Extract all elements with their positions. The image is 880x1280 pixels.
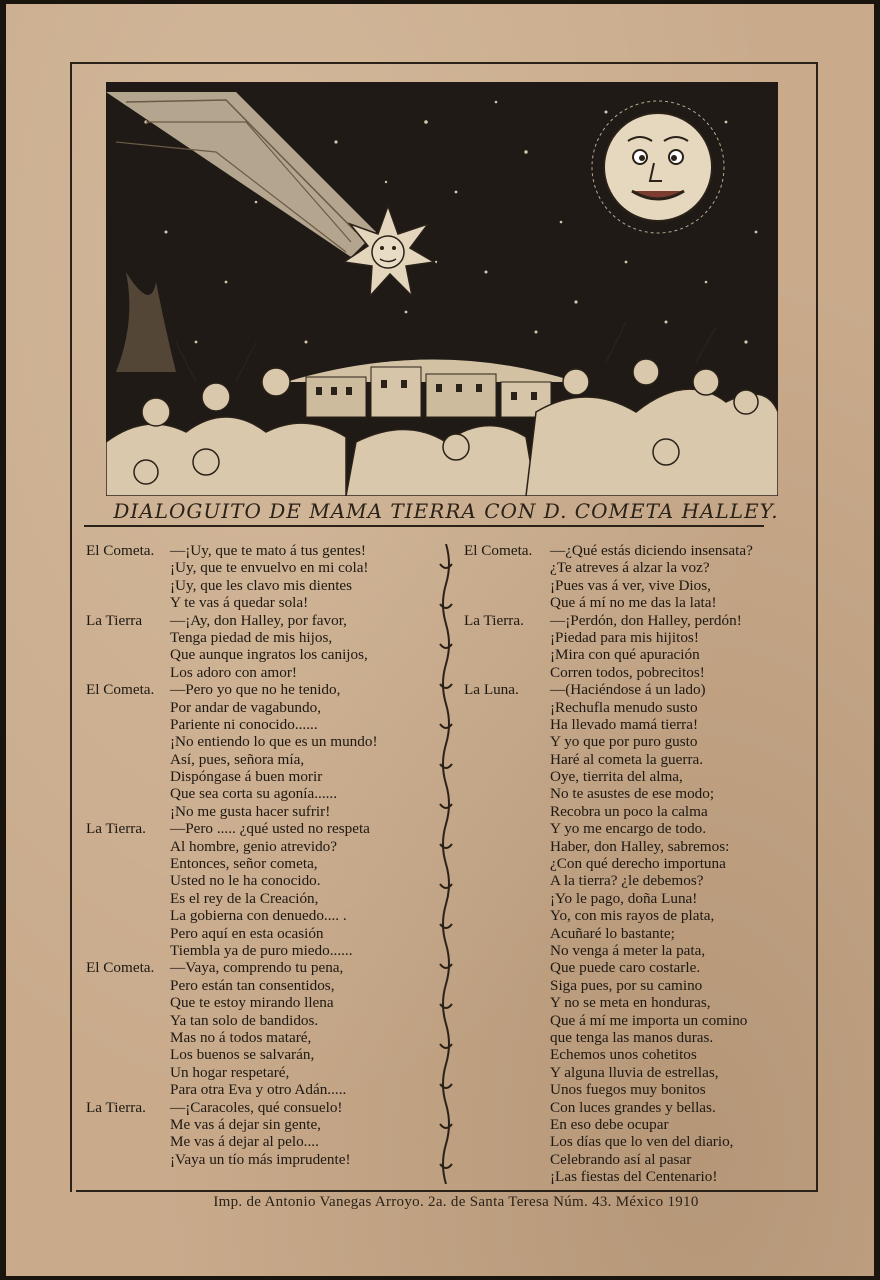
verse-text: Entonces, señor cometa, [170,855,318,873]
verse-line [86,1046,436,1063]
verse-text: A la tierra? ¿le debemos? [550,872,704,890]
verse-line [86,594,436,611]
verse-text: Haber, don Halley, sabremos: [550,837,730,855]
verse-line [464,803,816,820]
verse-text: Que á mí no me das la lata! [550,594,717,612]
verse-text: —¡Caracoles, qué consuelo! [170,1098,343,1116]
dialogue-stanza [86,820,436,959]
verse-line [464,733,816,750]
speaker-label: El Cometa. [464,542,533,559]
verse-line [86,629,436,646]
speaker-label: La Luna. [464,681,519,699]
verse-text: Recobra un poco la calma [550,802,708,820]
verse-text: Por andar de vagabundo, [170,698,321,716]
verse-text: Y yo que por puro gusto [550,733,698,751]
verse-text: que tenga las manos duras. [550,1028,714,1046]
verse-text: ¡Uy, que te envuelvo en mi cola! [170,559,369,577]
verse-line [86,1012,436,1029]
verse-text: Y alguna lluvia de estrellas, [550,1063,719,1081]
verse-text: Y no se meta en honduras, [550,994,711,1012]
verse-text: Tenga piedad de mis hijos, [170,628,333,646]
speaker-label: La Tierra. [464,611,524,629]
verse-text: Me vas á dejar al pelo.... [170,1133,319,1151]
verse-line [464,942,816,959]
verse-text: Y yo me encargo de todo. [550,820,707,838]
verse-text: —Pero yo que no he tenido, [170,681,341,699]
verse-text: ¡Mira con qué apuración [550,646,700,664]
verse-text: —¡Ay, don Halley, por favor, [170,611,347,629]
verse-line [464,716,816,733]
verse-line [464,838,816,855]
verse-line [86,925,436,942]
imprint-rule [76,1190,818,1192]
verse-line [86,785,436,802]
verse-line [464,594,816,611]
verse-text: Los adoro con amor! [170,663,297,681]
speaker-label: La Tierra [86,611,143,629]
dialogue-stanza [464,612,816,682]
verse-line [86,733,436,750]
verse-text: Es el rey de la Creación, [170,889,319,907]
verse-line [86,803,436,820]
verse-text: —(Haciéndose á un lado) [550,681,706,699]
verse-text: Echemos unos cohetitos [550,1046,697,1064]
verse-text: Los días que lo ven del diario, [550,1133,734,1151]
verse-line [464,646,816,663]
verse-line [86,994,436,1011]
verse-text: Un hogar respetaré, [170,1063,290,1081]
verse-line [86,542,436,559]
verse-text: Y te vas á quedar sola! [170,594,309,612]
verse-line [464,681,816,698]
dialogue-stanza [86,1099,436,1169]
verse-text: Para otra Eva y otro Adán..... [170,1081,347,1099]
verse-line [86,559,436,576]
verse-text: Pero aquí en esta ocasión [170,924,324,942]
verse-line [464,925,816,942]
verse-line [464,751,816,768]
verse-line [86,907,436,924]
verse-text: Yo, con mis rayos de plata, [550,907,715,925]
verse-line [86,751,436,768]
verse-text: —Pero ..... ¿qué usted no respeta [170,820,370,838]
verse-line [86,646,436,663]
verse-text: Siga pues, por su camino [550,976,703,994]
verse-text: ¡Pues vas á ver, vive Dios, [550,576,711,594]
verse-text: En eso debe ocupar [550,1115,669,1133]
speaker-label: El Cometa. [86,681,155,699]
verse-line [86,838,436,855]
verse-line [86,716,436,733]
verse-text: Me vas á dejar sin gente, [170,1115,321,1133]
dialogue-stanza [86,959,436,1098]
verse-line [86,1133,436,1150]
verse-text: Así, pues, señora mía, [170,750,305,768]
verse-text: Mas no á todos mataré, [170,1028,312,1046]
verse-text: ¡Las fiestas del Centenario! [550,1168,718,1186]
verse-text: Celebrando así al pasar [550,1150,692,1168]
verse-line [464,1081,816,1098]
verse-line [86,1151,436,1168]
verse-text: ¡Piedad para mis hijitos! [550,628,699,646]
dialogue-stanza [464,542,816,612]
verse-text: ¡Rechufla menudo susto [550,698,698,716]
verse-line [464,872,816,889]
ornamental-vine-divider [436,544,456,1184]
verse-line [86,890,436,907]
verse-line [464,629,816,646]
verse-text: Tiembla ya de puro miedo...... [170,941,353,959]
verse-text: Que sea corta su agonía...... [170,785,338,803]
verse-line [86,855,436,872]
verse-text: ¡Uy, que les clavo mis dientes [170,576,353,594]
verse-line [464,1133,816,1150]
dialogue-column-left [86,542,436,1168]
speaker-label: La Tierra. [86,820,146,838]
verse-text: ¿Con qué derecho importuna [550,855,726,873]
verse-text: Que puede caro costarle. [550,959,701,977]
verse-text: No venga á meter la pata, [550,941,706,959]
verse-line [86,1064,436,1081]
verse-text: Haré al cometa la guerra. [550,750,704,768]
verse-text: Ha llevado mamá tierra! [550,715,699,733]
dialogue-stanza [86,542,436,612]
verse-line [464,890,816,907]
verse-text: La gobierna con denuedo.... . [170,907,347,925]
verse-text: Que á mí me importa un comino [550,1011,748,1029]
page-title: DIALOGUITO DE MAMA TIERRA CON D. COMETA HALLEY. [113,499,779,523]
verse-text: ¡Yo le pago, doña Luna! [550,889,698,907]
verse-text: Unos fuegos muy bonitos [550,1081,706,1099]
speaker-label: El Cometa. [86,959,155,977]
verse-line [86,1081,436,1098]
broadsheet-page [6,4,874,1276]
verse-line [86,612,436,629]
verse-text: Los buenos se salvarán, [170,1046,315,1064]
verse-text: —¡Uy, que te mato á tus gentes! [170,542,366,559]
verse-line [464,1029,816,1046]
verse-line [86,577,436,594]
verse-line [464,699,816,716]
verse-line [464,820,816,837]
verse-line [86,872,436,889]
speaker-label: El Cometa. [86,542,155,559]
verse-text: Que te estoy mirando llena [170,994,334,1012]
verse-line [464,1116,816,1133]
verse-line [464,1168,816,1185]
verse-line [86,820,436,837]
verse-text: Oye, tierrita del alma, [550,768,683,786]
verse-line [464,1012,816,1029]
verse-text: ¡Vaya un tío más imprudente! [170,1150,351,1168]
verse-line [86,1099,436,1116]
verse-text: Al hombre, genio atrevido? [170,837,338,855]
verse-line [464,959,816,976]
verse-text: Dispóngase á buen morir [170,768,323,786]
verse-line [86,1116,436,1133]
verse-line [464,785,816,802]
dialogue-column-right [464,542,816,1185]
title-rule [84,525,764,527]
verse-line [464,664,816,681]
verse-text: ¿Te atreves á alzar la voz? [550,559,710,577]
verse-text: Pariente ni conocido...... [170,715,318,733]
verse-line [464,1099,816,1116]
printer-imprint: Imp. de Antonio Vanegas Arroyo. 2a. de Santa Teresa Núm. 43. México 1910 [213,1194,699,1210]
verse-line [464,1064,816,1081]
verse-text: Ya tan solo de bandidos. [170,1011,319,1029]
speaker-label: La Tierra. [86,1098,146,1116]
verse-text: Con luces grandes y bellas. [550,1098,716,1116]
verse-line [86,681,436,698]
verse-line [86,699,436,716]
verse-text: Pero están tan consentidos, [170,976,335,994]
verse-text: ¡No entiendo lo que es un mundo! [170,733,378,751]
verse-line [464,994,816,1011]
dialogue-stanza [86,681,436,820]
verse-text: Usted no le ha conocido. [170,872,321,890]
verse-line [86,768,436,785]
verse-text: No te asustes de ese modo; [550,785,715,803]
comet-halley-illustration [106,82,778,496]
verse-text: Corren todos, pobrecitos! [550,663,705,681]
verse-line [464,1151,816,1168]
verse-text: —¿Qué estás diciendo insensata? [550,542,753,559]
verse-text: ¡No me gusta hacer sufrir! [170,802,331,820]
verse-line [464,855,816,872]
verse-line [464,1046,816,1063]
verse-line [464,907,816,924]
verse-line [464,577,816,594]
dialogue-stanza [86,612,436,682]
verse-line [464,612,816,629]
verse-text: Acuñaré lo bastante; [550,924,675,942]
verse-line [86,977,436,994]
verse-line [86,942,436,959]
verse-line [464,559,816,576]
verse-line [464,542,816,559]
verse-text: —¡Perdón, don Halley, perdón! [550,611,742,629]
verse-text: Que aunque ingratos los canijos, [170,646,368,664]
verse-line [86,959,436,976]
dialogue-stanza [464,681,816,1185]
verse-line [86,1029,436,1046]
verse-line [464,768,816,785]
verse-line [86,664,436,681]
verse-text: —Vaya, comprendo tu pena, [170,959,344,977]
verse-line [464,977,816,994]
